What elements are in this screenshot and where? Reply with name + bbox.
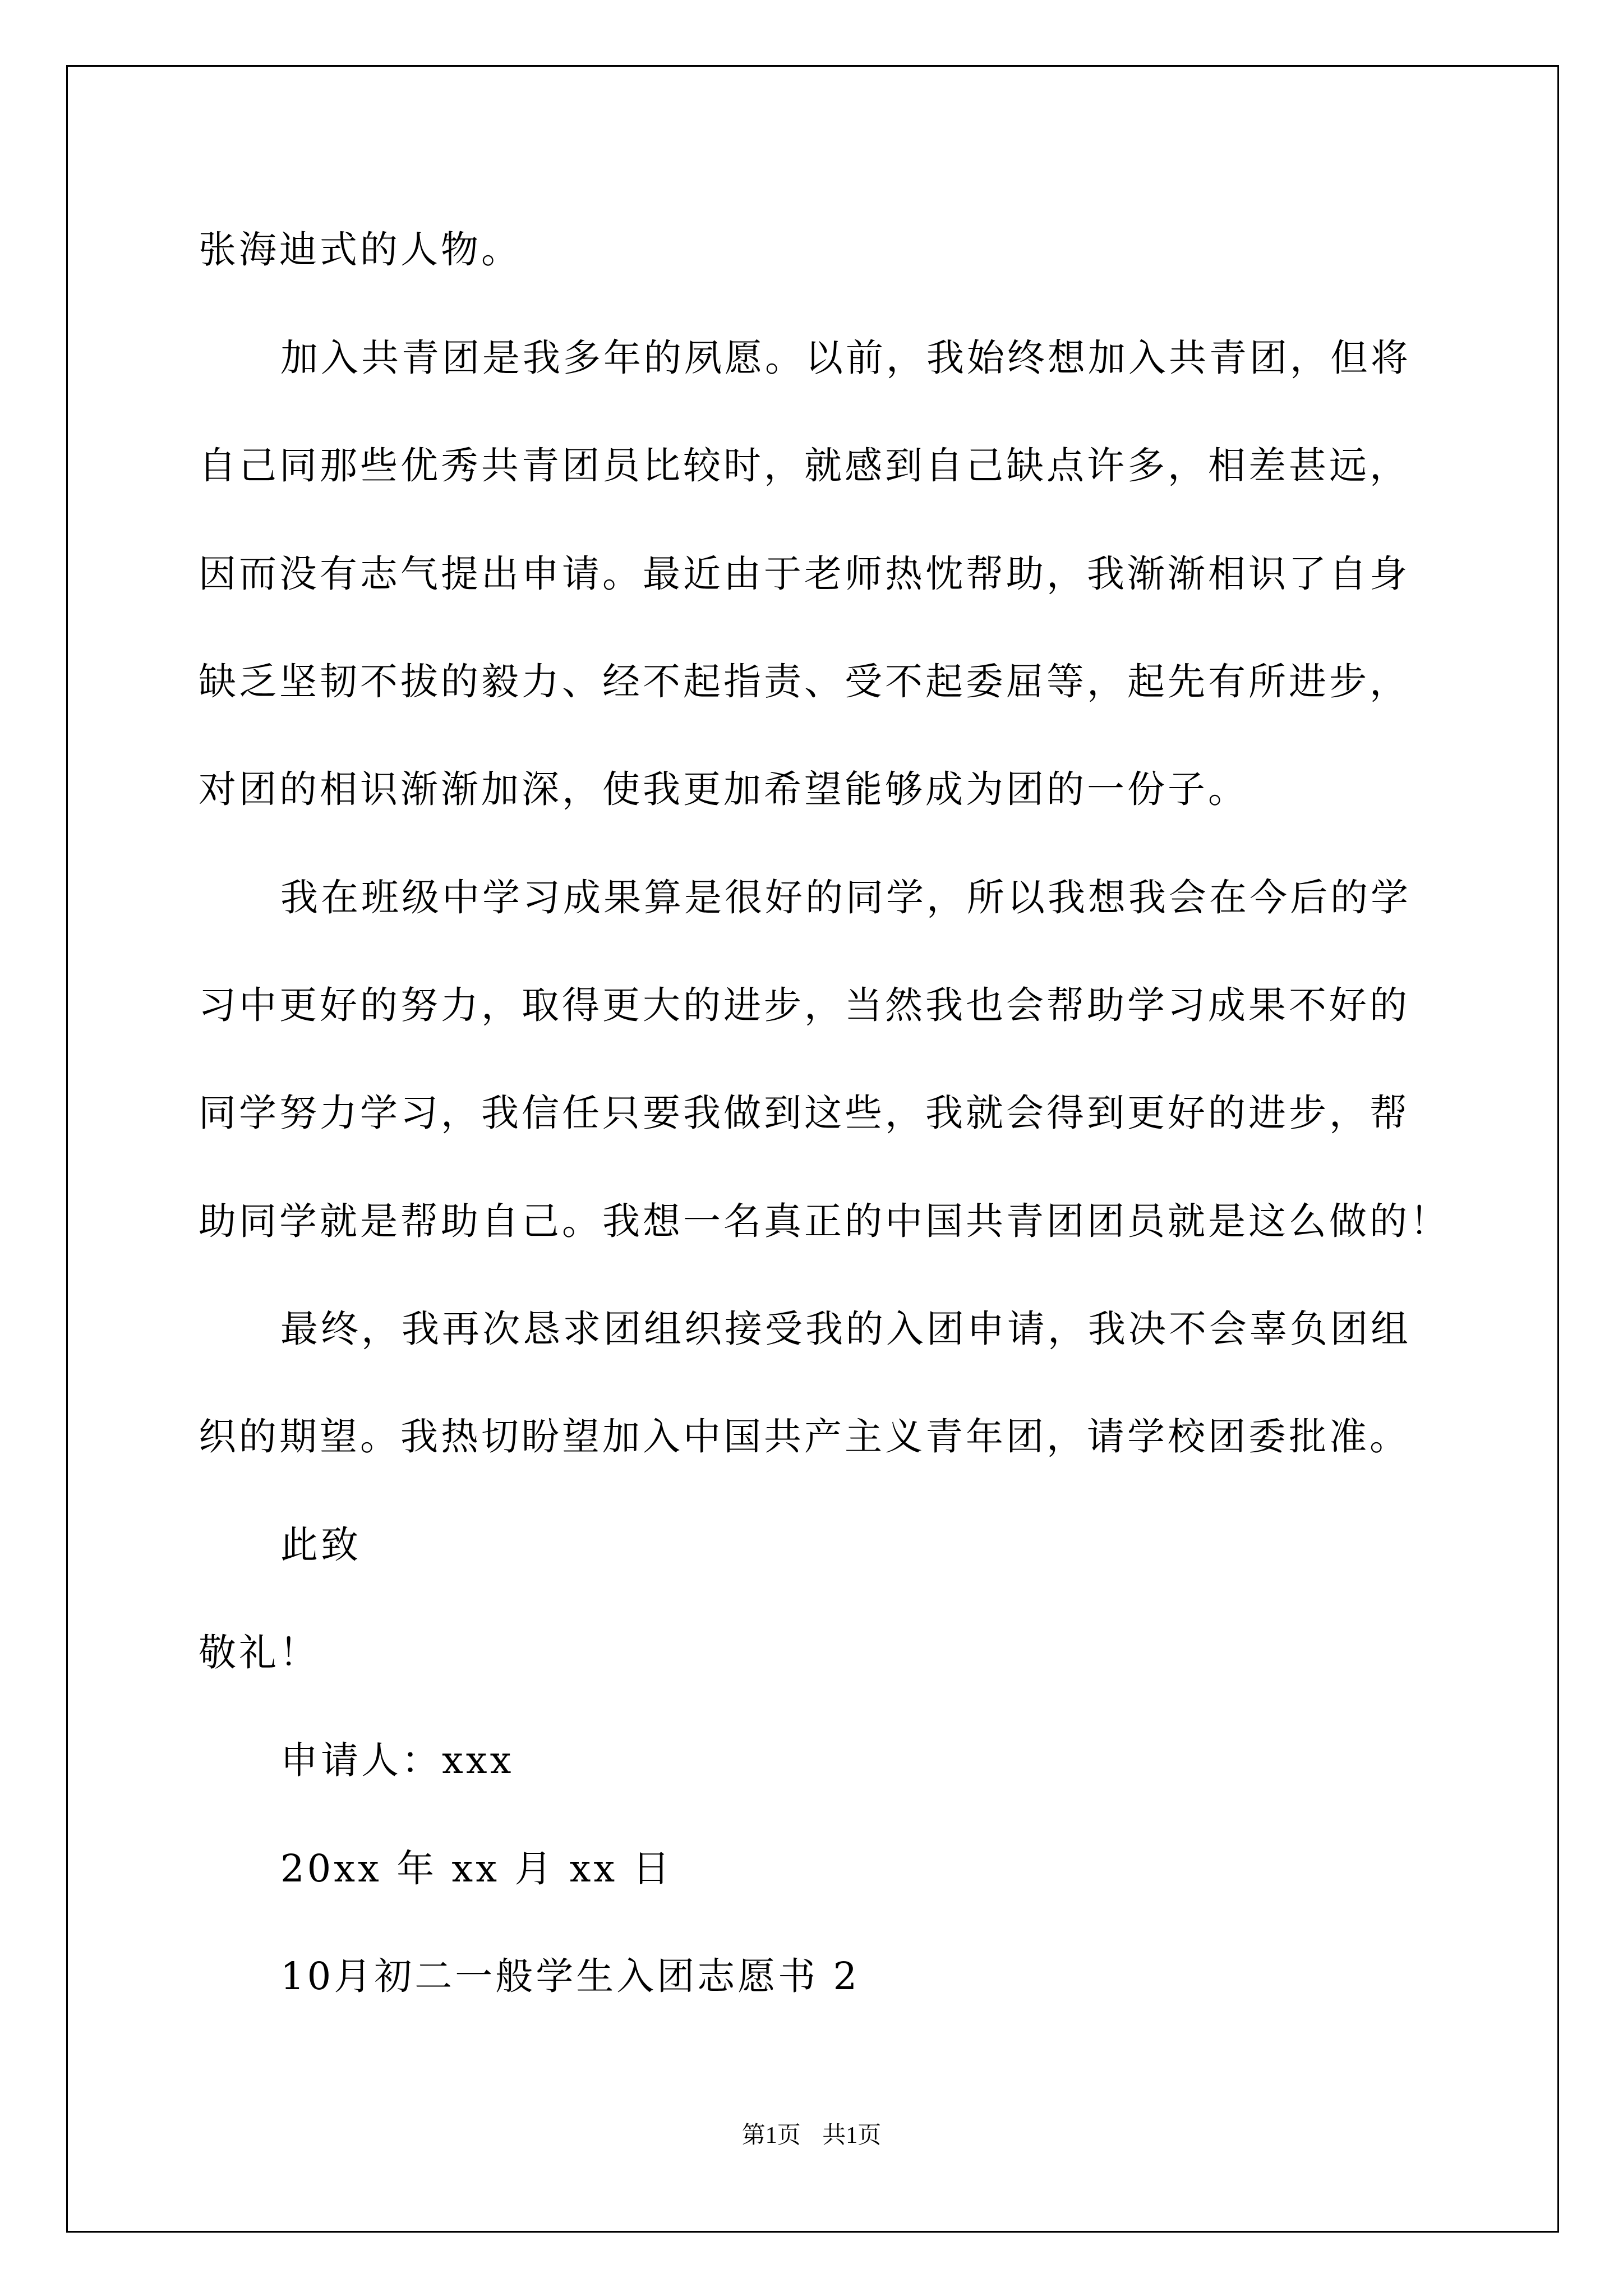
- text-line: 张海迪式的人物。: [199, 228, 522, 272]
- text-line: 我在班级中学习成果算是很好的同学，所以我想我会在今后的学: [280, 876, 1411, 919]
- text-line: 因而没有志气提出申请。最近由于老师热忱帮助，我渐渐相识了自身: [199, 552, 1410, 596]
- page-number-current: 第1页: [741, 2123, 801, 2148]
- date-line: 20xx 年 xx 月 xx 日: [280, 1847, 673, 1890]
- section-heading: 10月初二一般学生入团志愿书 2: [280, 1954, 860, 1998]
- text-line: 缺乏坚韧不拔的毅力、经不起指责、受不起委屈等，起先有所进步，: [199, 660, 1410, 703]
- text-line: 织的期望。我热切盼望加入中国共产主义青年团，请学校团委批准。: [199, 1415, 1410, 1458]
- page-border: [66, 65, 1559, 2233]
- page-footer: [0, 2122, 1623, 2150]
- text-line: 加入共青团是我多年的夙愿。以前，我始终想加入共青团，但将: [280, 336, 1411, 380]
- text-line: 自己同那些优秀共青团员比较时，就感到自己缺点许多，相差甚远，: [199, 444, 1410, 487]
- text-line: 最终，我再次恳求团组织接受我的入团申请，我决不会辜负团组: [280, 1307, 1411, 1351]
- text-line: 同学努力学习，我信任只要我做到这些，我就会得到更好的进步，帮: [199, 1091, 1410, 1135]
- text-line: 助同学就是帮助自己。我想一名真正的中国共青团团员就是这么做的！: [199, 1199, 1450, 1243]
- applicant-line: 申请人：xxx: [280, 1738, 514, 1782]
- salutation-line: 敬礼！: [199, 1631, 320, 1674]
- text-line: 对团的相识渐渐加深，使我更加希望能够成为团的一份子。: [199, 767, 1248, 811]
- salutation-line: 此致: [280, 1523, 361, 1567]
- page-number-total: 共1页: [822, 2123, 882, 2148]
- text-line: 习中更好的努力，取得更大的进步，当然我也会帮助学习成果不好的: [199, 983, 1410, 1027]
